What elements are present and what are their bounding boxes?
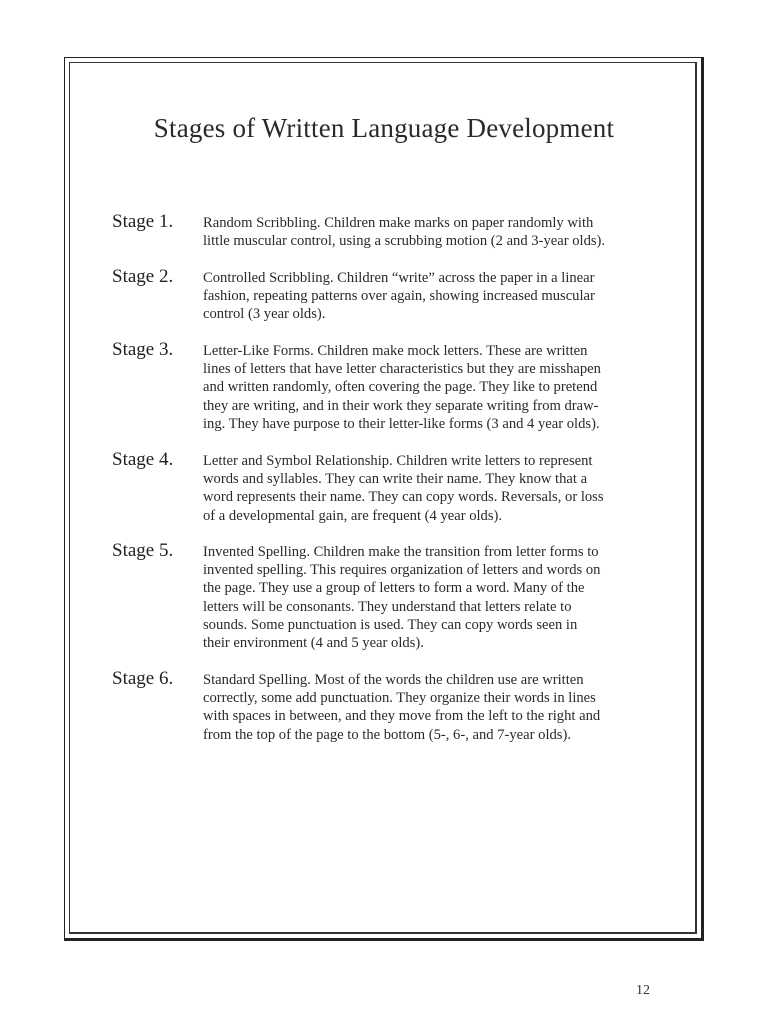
page-number: 12 — [636, 983, 650, 998]
stage-line: correctly, some add punctuation. They organize their words in lines — [203, 690, 596, 707]
page-title: Stages of Written Language Development — [153, 113, 615, 143]
stage-label: Stage 2. — [112, 266, 174, 287]
stage-line: of a developmental gain, are frequent (4 year olds). — [203, 507, 503, 524]
stage-line: Standard Spelling. Most of the words the children use are written — [203, 672, 584, 688]
stage-line: ing. They have purpose to their letter-like forms (3 and 4 year olds). — [203, 415, 600, 432]
stage-line: from the top of the page to the bottom (5-, 6-, and 7-year olds). — [203, 726, 571, 743]
stage-line: their environment (4 and 5 year olds). — [203, 635, 424, 652]
stage-line: little muscular control, using a scrubbing motion (2 and 3-year olds). — [203, 233, 606, 250]
stage-label: Stage 3. — [112, 339, 174, 360]
stage-line: with spaces in between, and they move from the left to the right and — [203, 708, 601, 725]
stage-line: letters will be consonants. They understand that letters relate to — [203, 598, 572, 615]
stage-line: they are writing, and in their work they separate writing from draw- — [203, 397, 599, 414]
stage-line: Letter and Symbol Relationship. Children write letters to represent — [203, 453, 593, 469]
stage-line: invented spelling. This requires organization of letters and words on — [203, 562, 601, 579]
stage-line: and written randomly, often covering the page. They like to pretend — [203, 379, 598, 396]
stage-line: Invented Spelling. Children make the transition from letter forms to — [203, 544, 599, 560]
stage-line: sounds. Some punctuation is used. They can copy words seen in — [203, 616, 578, 633]
stage-label: Stage 4. — [112, 449, 174, 470]
stage-line: control (3 year olds). — [203, 306, 326, 323]
stage-description — [203, 543, 673, 652]
stage-label: Stage 1. — [112, 211, 174, 232]
stage-line: lines of letters that have letter characteristics but they are misshapen — [203, 361, 601, 378]
stage-description — [203, 452, 673, 525]
stage-line: word represents their name. They can copy words. Reversals, or loss — [203, 489, 604, 506]
stage-label: Stage 5. — [112, 540, 174, 561]
stage-line: Controlled Scribbling. Children “write” across the paper in a linear — [203, 270, 595, 286]
stage-label: Stage 6. — [112, 668, 174, 689]
stage-line: words and syllables. They can write their name. They know that a — [203, 471, 588, 488]
stage-line: fashion, repeating patterns over again, showing increased muscular — [203, 288, 595, 305]
stage-line: Random Scribbling. Children make marks on paper randomly with — [203, 215, 594, 231]
stage-description — [203, 269, 673, 324]
stage-line: the page. They use a group of letters to form a word. Many of the — [203, 580, 585, 597]
stage-description — [203, 671, 673, 744]
stage-line: Letter-Like Forms. Children make mock letters. These are written — [203, 343, 588, 359]
stage-description — [203, 342, 673, 433]
stage-description — [203, 214, 673, 250]
